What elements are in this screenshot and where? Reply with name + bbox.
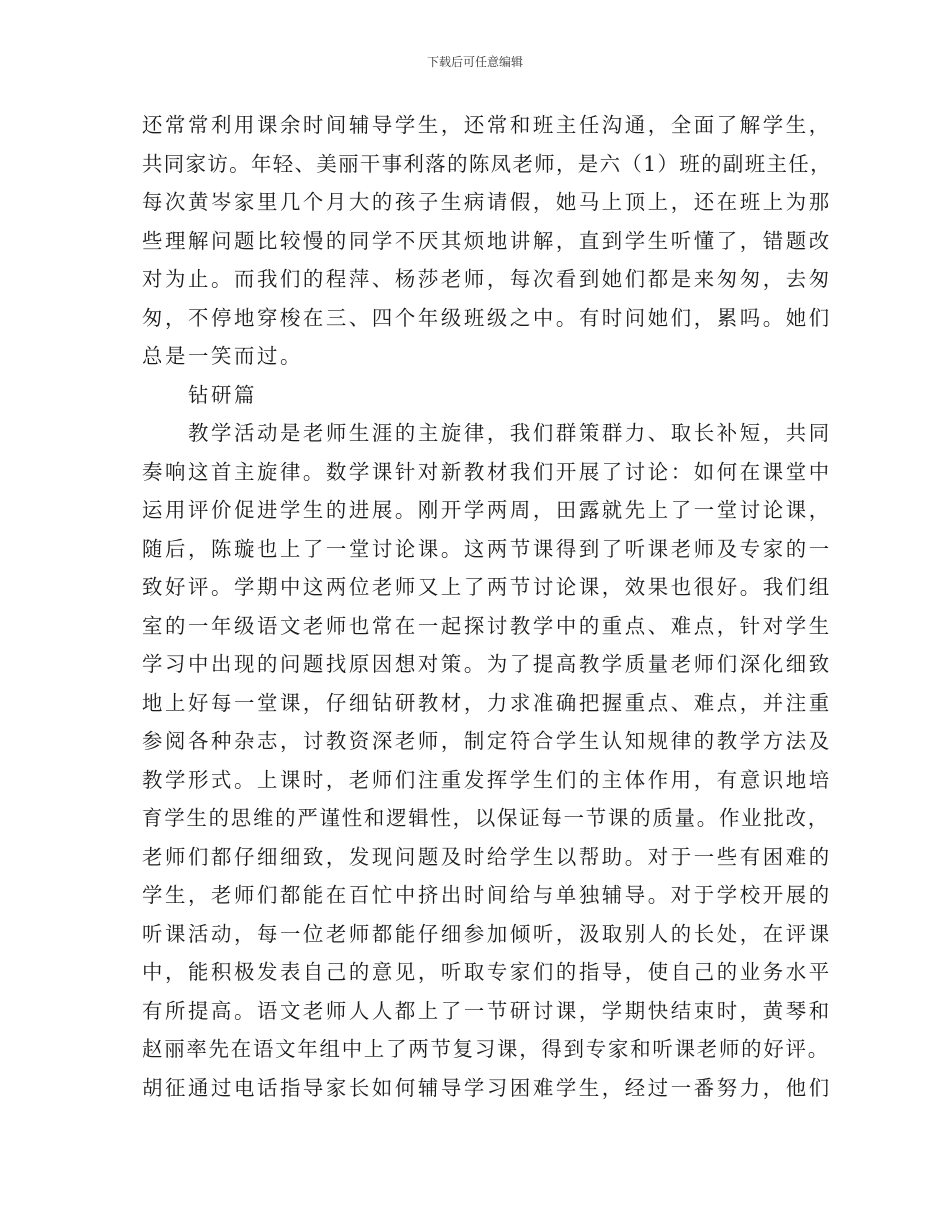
text-line: 致好评。学期中这两位老师又上了两节讨论课，效果也很好。我们组	[142, 575, 832, 599]
text-line: 教学形式。上课时，老师们注重发挥学生们的主体作用，有意识地培	[142, 767, 832, 792]
text-line: 总是一笑而过。	[142, 344, 303, 368]
text-line: 运用评价促进学生的进展。刚开学两周，田露就先上了一堂讨论课，	[142, 498, 832, 522]
text-line: 育学生的思维的严谨性和逻辑性，以保证每一节课的质量。作业批改，	[142, 806, 830, 830]
text-line: 赵丽率先在语文年组中上了两节复习课，得到专家和听课老师的好评。	[142, 1037, 830, 1061]
text-line: 胡征通过电话指导家长如何辅导学习困难学生，经过一番努力，他们	[142, 1075, 832, 1100]
text-line: 室的一年级语文老师也常在一起探讨教学中的重点、难点，针对学生	[142, 613, 832, 638]
text-line: 学习中出现的问题找原因想对策。为了提高教学质量老师们深化细致	[142, 652, 832, 676]
text-line: 老师们都仔细细致，发现问题及时给学生以帮助。对于一些有困难的	[142, 844, 832, 869]
section-heading: 钻研篇	[188, 382, 257, 407]
page-header: 下载后可任意编辑	[426, 55, 523, 69]
text-line: 中，能积极发表自己的意见，听取专家们的指导，使自己的业务水平	[142, 960, 832, 984]
text-line: 对为止。而我们的程萍、杨莎老师，每次看到她们都是来匆匆，去匆	[142, 267, 832, 291]
text-line: 有所提高。语文老师人人都上了一节研讨课，学期快结束时，黄琴和	[142, 998, 832, 1023]
text-line: 些理解问题比较慢的同学不厌其烦地讲解，直到学生听懂了，错题改	[142, 228, 832, 253]
text-line: 随后，陈璇也上了一堂讨论课。这两节课得到了听课老师及专家的一	[142, 536, 832, 561]
text-line: 匆，不停地穿梭在三、四个年级班级之中。有时问她们，累吗。她们	[142, 305, 832, 330]
text-line: 参阅各种杂志，讨教资深老师，制定符合学生认知规律的教学方法及	[142, 729, 832, 753]
text-line: 每次黄岑家里几个月大的孩子生病请假，她马上顶上，还在班上为那	[142, 190, 832, 214]
document-body	[142, 106, 832, 1107]
text-line: 还常常利用课余时间辅导学生，还常和班主任沟通，全面了解学生，	[142, 113, 832, 137]
text-line: 地上好每一堂课，仔细钻研教材，力求准确把握重点、难点，并注重	[142, 690, 832, 715]
text-line: 听课活动，每一位老师都能仔细参加倾听，汲取别人的长处，在评课	[142, 921, 832, 946]
text-line: 学生，老师们都能在百忙中挤出时间给与单独辅导。对于学校开展的	[142, 883, 832, 907]
text-line: 教学活动是老师生涯的主旋律，我们群策群力、取长补短，共同	[188, 421, 832, 445]
text-line: 共同家访。年轻、美丽干事利落的陈凤老师，是六（1）班的副班主任，	[142, 151, 832, 176]
text-line: 奏响这首主旋律。数学课针对新教材我们开展了讨论：如何在课堂中	[142, 459, 832, 484]
